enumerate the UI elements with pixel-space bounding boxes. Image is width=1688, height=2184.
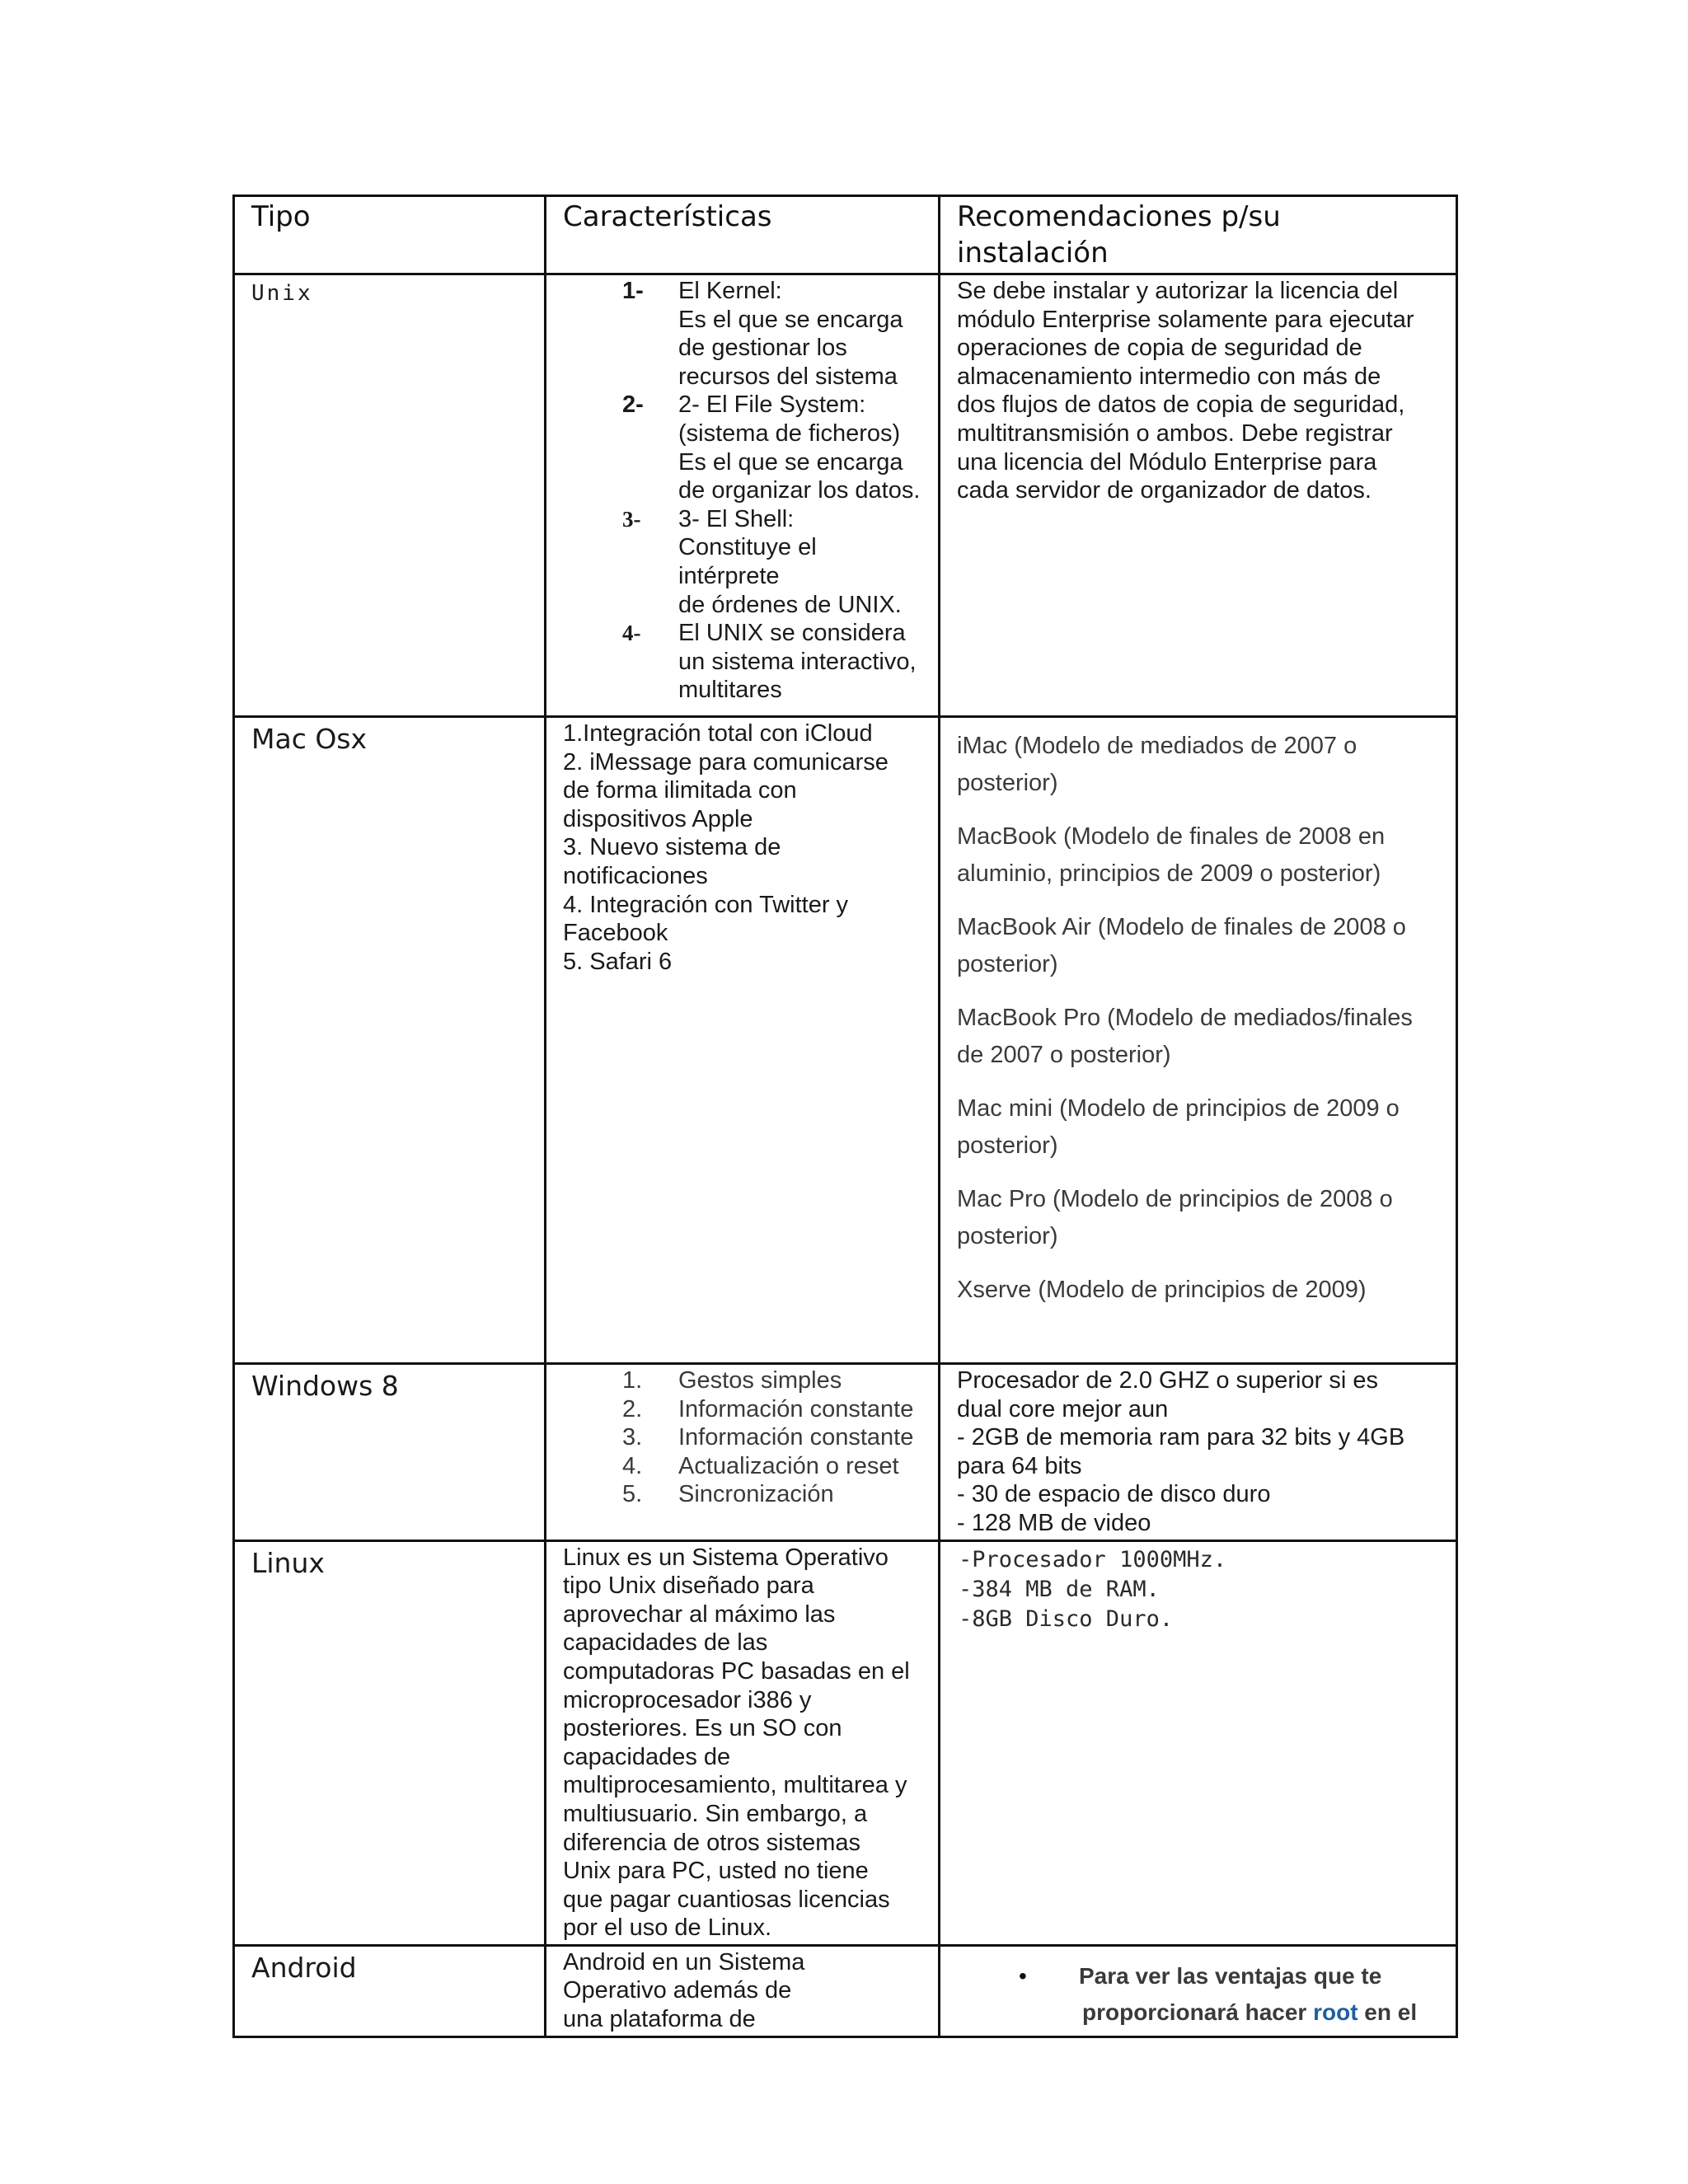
mac-characteristics xyxy=(546,718,938,977)
text-line: dispositivos Apple xyxy=(563,805,753,832)
text-line: aluminio, principios de 2009 o posterior) xyxy=(957,860,1381,887)
text-line: Unix para PC, usted no tiene xyxy=(563,1858,869,1885)
text-line: almacenamiento intermedio con más de xyxy=(957,363,1381,390)
text-line: de forma ilimitada con xyxy=(563,777,797,804)
list-item xyxy=(563,277,921,391)
unix-recommendations xyxy=(940,275,1456,507)
list-number: 3- xyxy=(622,506,641,532)
text-line: 1.Integración total con iCloud xyxy=(563,720,873,747)
text-line: microprocesador i386 y xyxy=(563,1686,812,1713)
text-line: diferencia de otros sistemas xyxy=(563,1829,861,1856)
list-item-line: (sistema de ficheros) xyxy=(678,419,901,447)
model-item xyxy=(957,1272,1439,1309)
list-item: 1. Gestos simples xyxy=(622,1367,842,1394)
table-row-linux xyxy=(234,1540,1457,1945)
text-line: Xserve (Modelo de principios de 2009) xyxy=(957,1277,1367,1303)
model-item xyxy=(957,1181,1439,1255)
model-item xyxy=(957,728,1439,802)
text-line: Android en un Sistema xyxy=(563,1948,805,1975)
text-line: Se debe instalar y autorizar la licencia del xyxy=(957,278,1399,304)
list-item-line: recursos del sistema xyxy=(678,363,898,390)
list-item-line: un sistema interactivo, xyxy=(678,648,917,675)
text-line: Facebook xyxy=(563,920,668,947)
list-item: 2. Información constante xyxy=(622,1395,914,1422)
text-line: una plataforma de xyxy=(563,2006,756,2033)
text-line: posterior) xyxy=(957,770,1058,796)
text-line: multiusuario. Sin embargo, a xyxy=(563,1800,868,1827)
text-line: multiprocesamiento, multitarea y xyxy=(563,1772,907,1799)
text-line: multitransmisión o ambos. Debe registrar xyxy=(957,419,1393,447)
model-item xyxy=(957,909,1439,983)
text-line: MacBook Air (Modelo de finales de 2008 o xyxy=(957,914,1406,940)
header-row xyxy=(234,196,1457,274)
text-line: Linux es un Sistema Operativo xyxy=(563,1544,889,1571)
list-item: 5. Sincronización xyxy=(622,1481,834,1508)
table-row-windows xyxy=(234,1364,1457,1541)
list-number: 4. xyxy=(622,1452,643,1479)
list-item-line: de gestionar los xyxy=(678,335,847,362)
header-caracteristicas: Características xyxy=(563,200,772,233)
text-line: dual core mejor aun xyxy=(957,1395,1169,1422)
text-line: Operativo además de xyxy=(563,1977,792,2004)
model-item xyxy=(957,1090,1439,1165)
list-item-line: Constituye el intérprete xyxy=(678,534,817,589)
text-line: notificaciones xyxy=(563,862,708,889)
list-number: 3. xyxy=(622,1424,643,1451)
list-number: 4- xyxy=(622,621,641,646)
list-item-line: 3- El Shell: xyxy=(678,505,795,532)
text-line: -Procesador 1000MHz. xyxy=(959,1546,1227,1572)
table-row-mac xyxy=(234,717,1457,1364)
text-line: -384 MB de RAM. xyxy=(959,1576,1160,1602)
table-row-android xyxy=(234,1945,1457,2036)
unix-characteristics-list xyxy=(563,277,921,705)
list-item-line: de organizar los datos. xyxy=(678,477,921,504)
android-rec-line1: Para ver las ventajas que te xyxy=(1079,1962,1382,1989)
text-line: que pagar cuantiosas licencias xyxy=(563,1886,890,1913)
bullet-icon: • xyxy=(1019,1962,1027,1989)
root-link[interactable]: root xyxy=(1313,1999,1358,2025)
list-number: 2. xyxy=(622,1395,643,1422)
model-item xyxy=(957,818,1439,893)
mac-recommendations xyxy=(940,718,1456,1309)
text-line: Mac mini (Modelo de principios de 2009 o xyxy=(957,1095,1400,1122)
list-item-line: 2- El File System: xyxy=(678,391,866,419)
text-line: - 2GB de memoria ram para 32 bits y 4GB xyxy=(957,1424,1405,1451)
android-recommendations xyxy=(940,1947,1456,2031)
text-line: 3. Nuevo sistema de xyxy=(563,834,781,861)
text-line: tipo Unix diseñado para xyxy=(563,1572,814,1600)
os-comparison-table xyxy=(232,194,1458,2038)
table-row-unix xyxy=(234,274,1457,717)
text-line: capacidades de las xyxy=(563,1629,768,1657)
windows-recommendations xyxy=(940,1365,1456,1540)
text-line: 5. Safari 6 xyxy=(563,948,673,975)
text-line: 2. iMessage para comunicarse xyxy=(563,748,889,776)
text-line: dos flujos de datos de copia de seguridad, xyxy=(957,391,1405,419)
windows-characteristics-list xyxy=(563,1366,921,1509)
list-item-line: de órdenes de UNIX. xyxy=(678,591,902,618)
list-number: 1- xyxy=(622,278,644,304)
android-rec-line2: proporcionará hacer root en el xyxy=(1082,1999,1418,2025)
list-item-line: El UNIX se considera xyxy=(678,620,906,647)
list-item-line: Es el que se encarga xyxy=(678,448,903,476)
text-line: -8GB Disco Duro. xyxy=(959,1605,1174,1632)
tipo-unix: Unix xyxy=(251,281,313,306)
tipo-android: Android xyxy=(251,1951,357,1984)
list-item: 3. Información constante xyxy=(622,1424,914,1451)
text-line: posterior) xyxy=(957,1223,1058,1249)
text-line: cada servidor de organizador de datos. xyxy=(957,477,1372,504)
tipo-windows: Windows 8 xyxy=(251,1370,399,1402)
header-recomendaciones: Recomendaciones p/su instalación xyxy=(957,200,1281,269)
text-line: - 30 de espacio de disco duro xyxy=(957,1481,1271,1508)
text-line: aprovechar al máximo las xyxy=(563,1601,836,1628)
text-line: de 2007 o posterior) xyxy=(957,1042,1171,1068)
android-characteristics xyxy=(546,1947,938,2036)
list-item-line: Es el que se encarga xyxy=(678,306,903,333)
text-line: iMac (Modelo de mediados de 2007 o xyxy=(957,733,1357,759)
text-line: posterior) xyxy=(957,951,1058,977)
text-line: posteriores. Es un SO con xyxy=(563,1715,842,1742)
list-number: 5. xyxy=(622,1481,643,1508)
text-line: posterior) xyxy=(957,1132,1058,1159)
header-tipo: Tipo xyxy=(251,200,311,233)
text-line: 4. Integración con Twitter y xyxy=(563,891,849,918)
list-item-line: El Kernel: xyxy=(678,278,782,304)
text-line: capacidades de xyxy=(563,1743,731,1770)
text-line: una licencia del Módulo Enterprise para xyxy=(957,448,1377,476)
text-line: operaciones de copia de seguridad de xyxy=(957,335,1362,362)
text-line: MacBook (Modelo de finales de 2008 en xyxy=(957,823,1386,850)
tipo-mac: Mac Osx xyxy=(251,723,368,755)
text-line: Procesador de 2.0 GHZ o superior si es xyxy=(957,1367,1378,1394)
linux-recommendations xyxy=(940,1542,1456,1638)
list-item xyxy=(563,391,921,504)
list-number: 1. xyxy=(622,1367,643,1394)
linux-characteristics xyxy=(546,1542,938,1944)
list-item xyxy=(563,619,921,705)
text-line: Mac Pro (Modelo de principios de 2008 o xyxy=(957,1186,1393,1212)
text-line: MacBook Pro (Modelo de mediados/finales xyxy=(957,1005,1413,1031)
model-item xyxy=(957,1000,1439,1074)
text-line: computadoras PC basadas en el xyxy=(563,1657,910,1685)
text-line: - 128 MB de video xyxy=(957,1509,1151,1536)
text-line: para 64 bits xyxy=(957,1452,1082,1479)
text-line: por el uso de Linux. xyxy=(563,1915,772,1942)
list-item xyxy=(563,505,921,619)
text-line: módulo Enterprise solamente para ejecutar xyxy=(957,306,1414,333)
list-item-line: multitares xyxy=(678,677,782,704)
list-number: 2- xyxy=(622,391,644,419)
list-item: 4. Actualización o reset xyxy=(622,1452,899,1479)
tipo-linux: Linux xyxy=(251,1546,325,1579)
